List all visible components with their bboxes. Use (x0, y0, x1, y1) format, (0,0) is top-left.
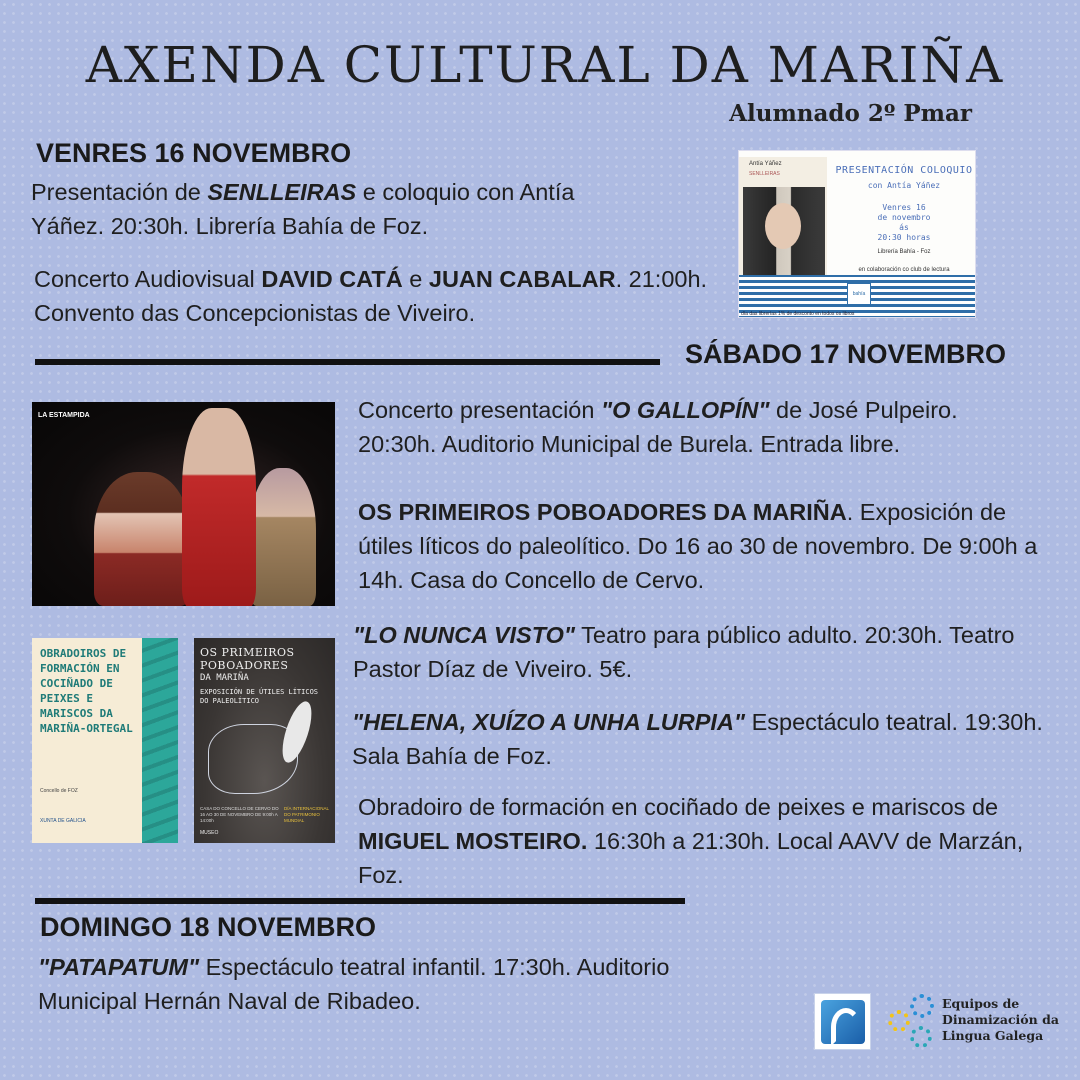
page-title: AXENDA CULTURAL DA MARIÑA (85, 36, 1005, 94)
saturday-heading: SÁBADO 17 NOVEMBRO (685, 339, 1007, 369)
friday-heading: VENRES 16 NOVEMBRO (36, 138, 352, 168)
friday-event-1: Presentación de SENLLEIRAS e coloquio con Antía Yáñez. 20:30h. Librería Bahía de Foz. (31, 179, 575, 239)
cooking-workshop-poster: OBRADOIROS DE FORMACIÓN EN COCIÑADO DE PEIXES E MARISCOS DA MARIÑA-ORTEGAL Concello de FOZ XUNTA DE GALICIA (32, 638, 178, 843)
friday-event-2: Concerto Audiovisual DAVID CATÁ e JUAN CABALAR. 21:00h. Convento das Concepcionistas de Viveiro. (34, 266, 708, 326)
gear-icon (888, 1010, 910, 1032)
divider-2 (35, 898, 685, 904)
divider-1 (35, 359, 660, 365)
author-photo (743, 187, 825, 279)
book-cover: Antía Yáñez SENLLEIRAS (739, 157, 827, 277)
saturday-event-4: "HELENA, XUÍZO A UNHA LURPIA" Espectáculo teatral. 19:30h. Sala Bahía de Foz. (352, 709, 1043, 769)
poster-title: PRESENTACIÓN COLOQUIO (835, 165, 973, 176)
saturday-event-1: Concerto presentación "O GALLOPÍN" de José Pulpeiro. 20:30h. Auditorio Municipal de Burela. Entrada libre. (358, 397, 958, 457)
saturday-event-2: OS PRIMEIROS POBOADORES DA MARIÑA. Exposición de útiles líticos do paleolítico. Do 16 ao 30 de novembro. De 9:00h a 14h. Casa do Concello de Cervo. (358, 499, 1038, 593)
gear-icon (910, 994, 934, 1018)
saturday-event-3: "LO NUNCA VISTO" Teatro para público adulto. 20:30h. Teatro Pastor Díaz de Viveiro. 5€. (353, 622, 1015, 682)
saturday-event-5: Obradoiro de formación en cociñado de peixes e mariscos de MIGUEL MOSTEIRO. 16:30h a 21:30h. Local AAVV de Marzán, Foz. (358, 794, 1024, 888)
sunday-heading: DOMINGO 18 NOVEMBRO (40, 912, 377, 942)
senlleiras-poster: Antía Yáñez SENLLEIRAS PRESENTACIÓN COLOQUIO con Antía Yáñez Venres 16 de novembro ás 20:30 horas Librería Bahía - Foz en colaboración co club de lectura bahía día das librerías 1% de desconto en todos os libros (738, 150, 976, 318)
sunday-event-1: "PATAPATUM" Espectáculo teatral infantil. 17:30h. Auditorio Municipal Hernán Naval de Ribadeo. (38, 954, 670, 1014)
school-logo (814, 993, 871, 1050)
page-subtitle: Alumnado 2º Pmar (729, 100, 972, 127)
paleolithic-exhibition-poster: OS PRIMEIROS POBOADORES DA MARIÑA EXPOSICIÓN DE ÚTILES LÍTICOS DO PALEOLÍTICO CASA DO CONCELLO DE CERVO DO 16 AO 30 DE NOVEMBRO DE 9:00h A 14:00h DÍA INTERNACIONAL DO PATRIMONIO MUNDIAL MUSEO (194, 638, 335, 843)
theatre-photo: LA ESTAMPIDA (32, 402, 335, 606)
bahia-logo: bahía (847, 283, 871, 305)
edlg-logo (886, 994, 1061, 1050)
gear-icon (910, 1026, 932, 1048)
edlg-text: Equipos de Dinamización da Lingua Galega (942, 996, 1059, 1043)
